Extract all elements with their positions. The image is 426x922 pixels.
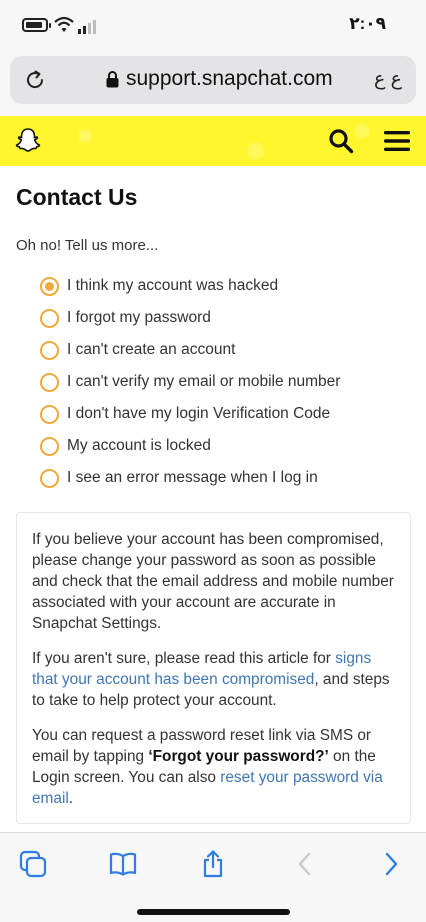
radio-button[interactable]: [40, 309, 59, 328]
option-label: I don't have my login Verification Code: [67, 405, 331, 422]
info-paragraph-1: If you believe your account has been compromised, please change your password as soon as possible and check that the email address and mobile number associated with your account are accurate in Snapchat Settings.: [32, 531, 394, 632]
signs-compromised-link[interactable]: signs that your account has been compromised: [32, 650, 372, 688]
hamburger-menu-icon[interactable]: [384, 130, 410, 152]
info-text: , and steps to take to help protect your account.: [32, 671, 390, 709]
forward-chevron-icon[interactable]: [376, 849, 406, 879]
search-icon[interactable]: [328, 128, 354, 154]
option-label: I can't verify my email or mobile number: [67, 373, 341, 390]
battery-icon: [22, 18, 48, 32]
home-indicator[interactable]: [137, 909, 290, 915]
radio-button[interactable]: [40, 341, 59, 360]
option-label: I can't create an account: [67, 341, 236, 358]
option-account-locked[interactable]: [40, 430, 410, 462]
radio-button-selected[interactable]: [40, 277, 59, 296]
radio-button[interactable]: [40, 469, 59, 488]
site-header: [0, 116, 426, 166]
info-text: .: [68, 790, 74, 807]
form-prompt: Oh no! Tell us more...: [16, 237, 159, 254]
status-bar: [0, 0, 426, 52]
info-text: on the Login screen. You can also: [32, 748, 376, 786]
page-title: Contact Us: [16, 184, 138, 210]
info-text: You can request a password reset link via SMS or email by tapping: [32, 727, 372, 765]
option-cant-verify[interactable]: [40, 366, 410, 398]
radio-button[interactable]: [40, 437, 59, 456]
bookmarks-icon[interactable]: [108, 849, 138, 879]
radio-button[interactable]: [40, 405, 59, 424]
snapchat-ghost-icon[interactable]: [14, 126, 42, 154]
option-account-hacked[interactable]: [40, 270, 410, 302]
address-bar[interactable]: [10, 56, 416, 104]
option-cant-create-account[interactable]: [40, 334, 410, 366]
url-text[interactable]: support.snapchat.com: [126, 67, 333, 90]
option-forgot-password[interactable]: [40, 302, 410, 334]
option-label: I think my account was hacked: [67, 277, 279, 294]
option-no-verification-code[interactable]: [40, 398, 410, 430]
info-paragraph-3: [32, 725, 396, 809]
text-size-button[interactable]: ع ع: [374, 69, 402, 90]
option-label: I forgot my password: [67, 309, 211, 326]
radio-button[interactable]: [40, 373, 59, 392]
lock-icon: [106, 71, 119, 88]
option-login-error[interactable]: [40, 462, 410, 494]
wifi-icon: [54, 16, 74, 34]
reset-password-link[interactable]: reset your password via email: [32, 769, 383, 807]
forgot-password-emphasis: ‘Forgot your password?’: [148, 748, 329, 765]
info-text: If you aren't sure, please read this article for: [32, 650, 336, 667]
signal-icon: [78, 18, 98, 34]
status-time: ٢:٠٩: [349, 14, 386, 33]
option-label: My account is locked: [67, 437, 211, 454]
reload-icon[interactable]: [24, 69, 46, 91]
option-label: I see an error message when I log in: [67, 469, 318, 486]
issue-radio-group: [40, 270, 410, 494]
info-panel: [16, 512, 411, 824]
browser-address-area: [0, 52, 426, 116]
share-icon[interactable]: [198, 849, 228, 879]
tabs-icon[interactable]: [18, 849, 48, 879]
info-paragraph-2: [32, 648, 396, 711]
back-chevron-icon[interactable]: [290, 849, 320, 879]
